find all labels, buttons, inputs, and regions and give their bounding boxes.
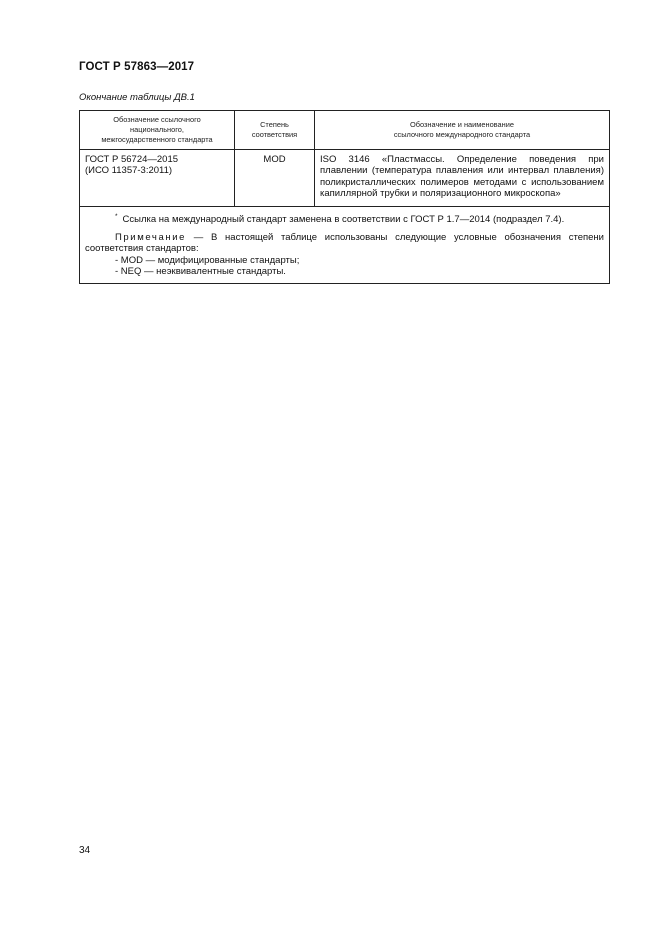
- notes-cell: [80, 206, 610, 283]
- column-header-line: Обозначение и наименование: [410, 120, 514, 129]
- column-header-line: ссылочного международного стандарта: [393, 130, 531, 139]
- page-number: 34: [79, 845, 91, 856]
- note-item-mod: - MOD — модифицированные стандарты;: [115, 254, 300, 266]
- national-standard-code: ГОСТ Р 56724—2015: [85, 154, 179, 165]
- reference-standards-table: [79, 110, 610, 284]
- column-header-degree: [235, 111, 315, 150]
- footnote-mark: *: [115, 212, 118, 220]
- column-header-line: Степень: [260, 120, 289, 129]
- column-header-line: соответствия: [251, 130, 298, 139]
- footnote-text: Ссылка на международный стандарт заменена в соответствии с ГОСТ Р 1.7—2014 (подраздел 7.4).: [122, 213, 565, 225]
- footnote: [85, 211, 604, 225]
- equivalent-iso-code: (ИСО 11357-3:2011): [85, 165, 173, 177]
- international-standard-cell: ISO 3146 «Пластмассы. Определение поведения при плавлении (температура плавления или интервал плавления) поликристаллических полимеров методами с использованием капиллярной трубки и поляризационного микроскопа»: [315, 150, 610, 207]
- table-notes-row: [80, 206, 610, 283]
- national-standard-cell: [80, 150, 235, 207]
- note-dash: —: [186, 232, 211, 244]
- note-paragraph: [85, 232, 604, 255]
- table-header-row: [80, 111, 610, 150]
- column-header-line: межгосударственного стандарта: [101, 135, 213, 144]
- column-header-line: Обозначение ссылочного: [113, 115, 201, 124]
- degree-cell: MOD: [235, 150, 315, 207]
- note-item-neq: - NEQ — неэквивалентные стандарты.: [115, 266, 286, 278]
- note-prefix: Примечание: [115, 232, 186, 244]
- document-header: ГОСТ Р 57863—2017: [79, 61, 195, 73]
- table-caption: Окончание таблицы ДВ.1: [79, 92, 195, 103]
- column-header-international-standard: [315, 111, 610, 150]
- table-row: [80, 150, 610, 207]
- note-text: В настоящей таблице использованы следующие условные обозначения степени соответствия стандартов:: [85, 232, 604, 255]
- column-header-line: национального,: [130, 125, 184, 134]
- column-header-national-standard: [80, 111, 235, 150]
